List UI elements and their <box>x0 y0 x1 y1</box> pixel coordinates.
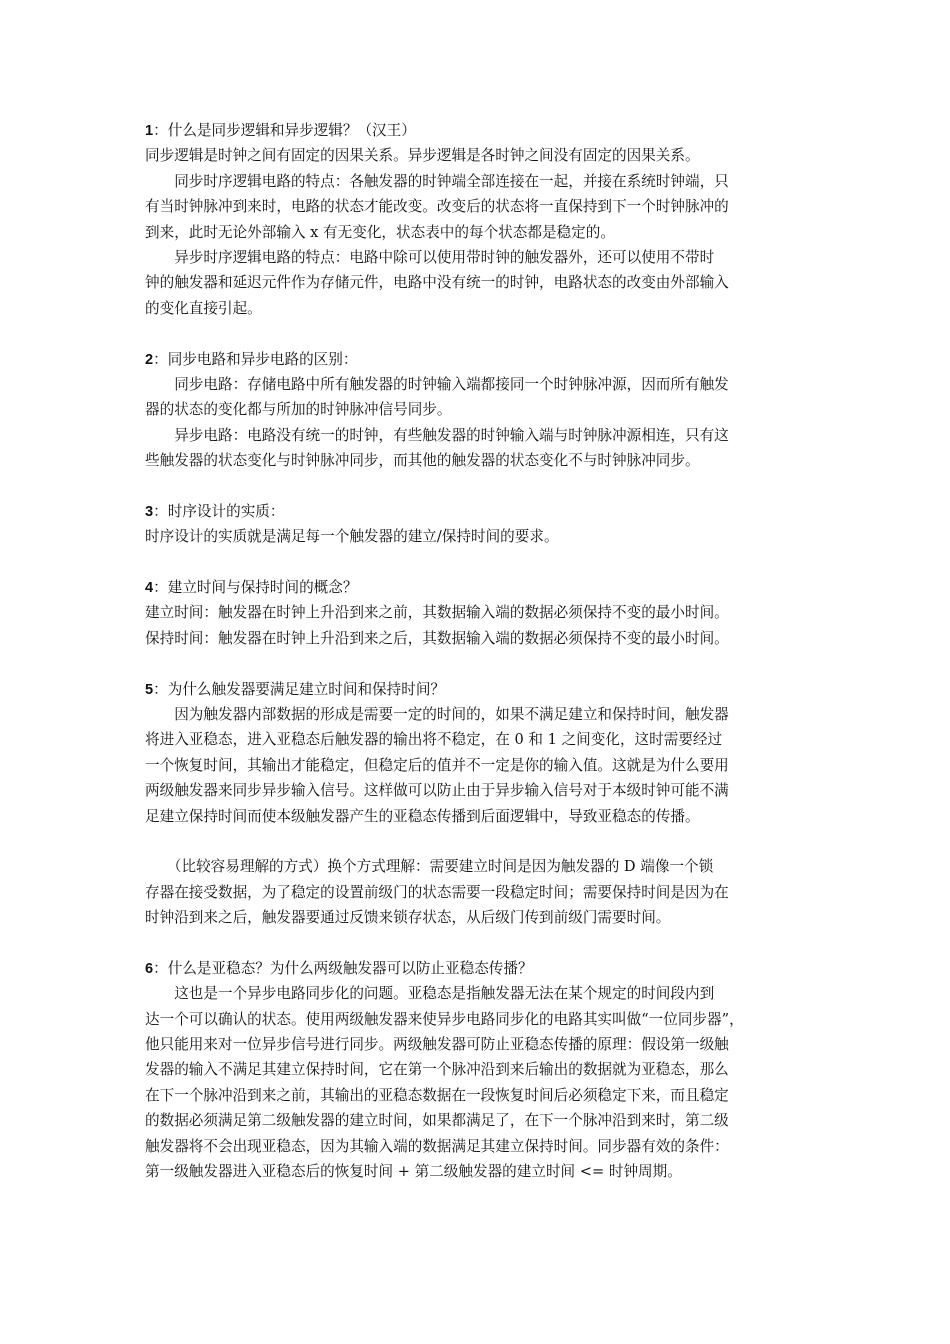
section-2-line-1: 同步电路：存储电路中所有触发器的时钟输入端都接同一个时钟脉冲源，因而所有触发 <box>145 375 729 393</box>
section-5-line-6 <box>145 829 817 854</box>
section-1-title: 1：什么是同步逻辑和异步逻辑？（汉王） <box>145 122 416 139</box>
section-spacer <box>145 473 817 498</box>
section-6-line-6: 的数据必须满足第二级触发器的建立时间，如果都满足了，在下一个脉冲沿到来时，第二级 <box>145 1112 729 1130</box>
section-1-line-5: 异步时序逻辑电路的特点：电路中除可以使用带时钟的触发器外，还可以使用不带时 <box>145 248 715 266</box>
section-4-title: 4：建立时间与保持时间的概念？ <box>145 579 358 597</box>
section-1-line-7: 的变化直接引起。 <box>145 299 262 317</box>
section-5-line-5: 足建立保持时间而使本级触发器产生的亚稳态传播到后面逻辑中，导致亚稳态的传播。 <box>145 807 700 825</box>
section-1-line-6: 钟的触发器和延迟元件作为存储元件，电路中没有统一的时钟，电路状态的改变由外部输入 <box>145 274 729 292</box>
section-5-line-4: 两级触发器来同步异步输入信号。这样做可以防止由于异步输入信号对于本级时钟可能不满 <box>145 782 729 800</box>
section-3-line-1: 时序设计的实质就是满足每一个触发器的建立/保持时间的要求。 <box>145 528 559 546</box>
section-1-line-3: 有当时钟脉冲到来时，电路的状态才能改变。改变后的状态将一直保持到下一个时钟脉冲的 <box>145 198 729 216</box>
section-number: 3 <box>145 503 154 520</box>
section-4-line-2: 保持时间：触发器在时钟上升沿到来之后，其数据输入端的数据必须保持不变的最小时间。 <box>145 629 729 647</box>
section-spacer <box>145 651 817 676</box>
section-6-line-2: 达一个可以确认的状态。使用两级触发器来使异步电路同步化的电路其实叫做“一位同步器”， <box>145 1010 744 1028</box>
section-spacer <box>145 550 817 575</box>
section-1-line-1: 同步逻辑是时钟之间有固定的因果关系。异步逻辑是各时钟之间没有固定的因果关系。 <box>145 147 700 165</box>
section-number: 6 <box>145 960 154 977</box>
section-6-title: 6：什么是亚稳态？为什么两级触发器可以防止亚稳态传播？ <box>145 959 533 977</box>
document-body <box>145 118 817 1184</box>
section-5-line-2: 将进入亚稳态，进入亚稳态后触发器的输出将不稳定，在 0 和 1 之间变化，这时需要经过 <box>145 731 723 749</box>
section-5-line-1: 因为触发器内部数据的形成是需要一定的时间的，如果不满足建立和保持时间，触发器 <box>145 705 729 723</box>
section-6-line-4: 发器的输入不满足其建立保持时间，它在第一个脉冲沿到来后输出的数据就为亚稳态，那么 <box>145 1061 729 1079</box>
section-5-title: 5：为什么触发器要满足建立时间和保持时间？ <box>145 680 446 698</box>
section-5-line-7: （比较容易理解的方式）换个方式理解：需要建立时间是因为触发器的 D 端像一个锁 <box>145 858 714 876</box>
section-number: 2 <box>145 351 154 368</box>
section-6-line-7: 触发器将不会出现亚稳态，因为其输入端的数据满足其建立保持时间。同步器有效的条件： <box>145 1137 729 1155</box>
section-number: 5 <box>145 681 154 698</box>
section-5-line-3: 一个恢复时间，其输出才能稳定，但稳定后的值并不一定是你的输入值。这就是为什么要用 <box>145 756 729 774</box>
section-5-line-9: 时钟沿到来之后，触发器要通过反馈来锁存状态，从后级门传到前级门需要时间。 <box>145 909 671 927</box>
section-2-line-4: 些触发器的状态变化与时钟脉冲同步，而其他的触发器的状态变化不与时钟脉冲同步。 <box>145 452 700 470</box>
section-number: 1 <box>145 123 154 139</box>
section-6-line-3: 他只能用来对一位异步信号进行同步。两级触发器可防止亚稳态传播的原理：假设第一级触 <box>145 1036 729 1054</box>
section-3-title: 3：时序设计的实质： <box>145 502 285 520</box>
section-5-line-8: 存器在接受数据，为了稳定的设置前级门的状态需要一段稳定时间；需要保持时间是因为在 <box>145 883 729 901</box>
section-spacer <box>145 931 817 956</box>
section-2-title: 2：同步电路和异步电路的区别： <box>145 350 358 368</box>
section-number: 4 <box>145 580 154 597</box>
section-6-line-1: 这也是一个异步电路同步化的问题。亚稳态是指触发器无法在某个规定的时间段内到 <box>145 985 715 1003</box>
section-6-line-8: 第一级触发器进入亚稳态后的恢复时间 + 第二级触发器的建立时间 <= 时钟周期。 <box>145 1163 682 1181</box>
section-2-line-2: 器的状态的变化都与所加的时钟脉冲信号同步。 <box>145 401 452 419</box>
section-6-line-5: 在下一个脉冲沿到来之前，其输出的亚稳态数据在一段恢复时间后必须稳定下来，而且稳定 <box>145 1086 729 1104</box>
section-1-line-2: 同步时序逻辑电路的特点：各触发器的时钟端全部连接在一起，并接在系统时钟端，只 <box>145 172 729 190</box>
section-2-line-3: 异步电路：电路没有统一的时钟，有些触发器的时钟输入端与时钟脉冲源相连，只有这 <box>145 426 729 444</box>
section-1-line-4: 到来，此时无论外部输入 x 有无变化，状态表中的每个状态都是稳定的。 <box>145 223 615 241</box>
section-4-line-1: 建立时间：触发器在时钟上升沿到来之前，其数据输入端的数据必须保持不变的最小时间。 <box>145 604 729 622</box>
section-spacer <box>145 321 817 346</box>
